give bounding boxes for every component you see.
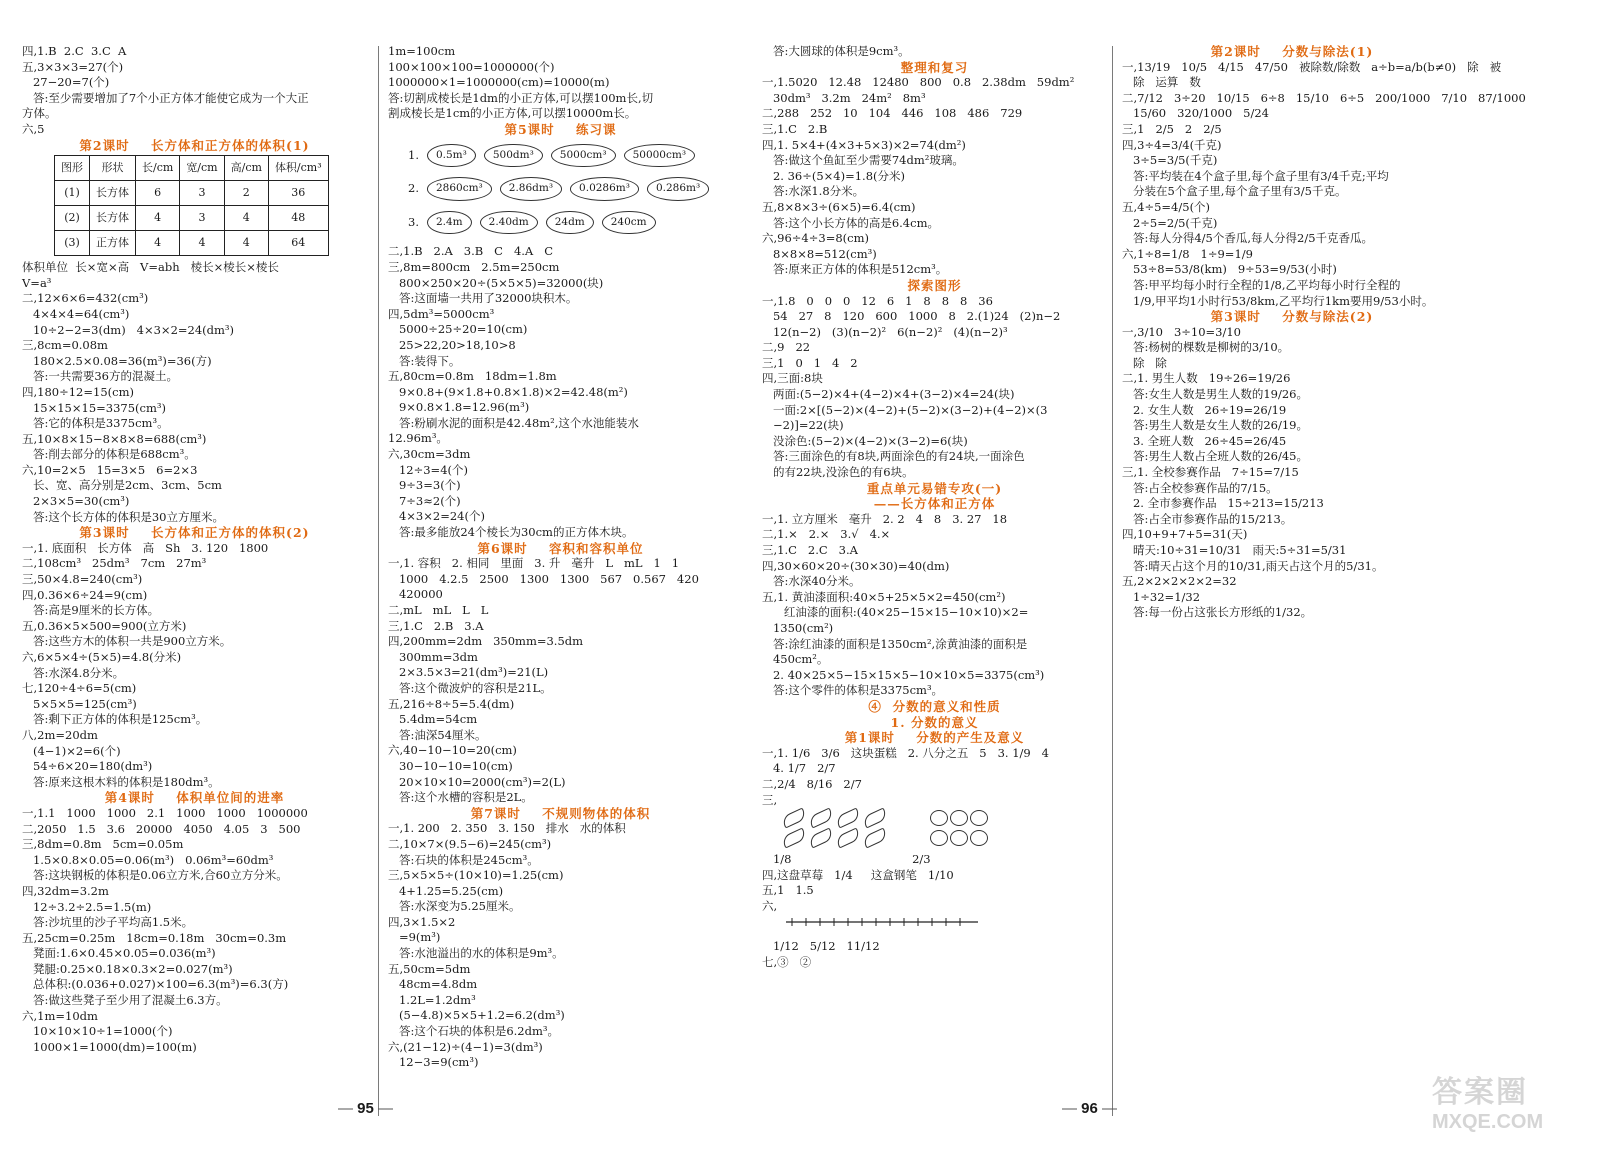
answer-line: 答:这个小长方体的高是6.4cm。 bbox=[762, 215, 939, 230]
answer-line: 12÷3=4(个) bbox=[388, 462, 468, 477]
answer-line: 二,2050 1.5 3.6 20000 4050 4.05 3 500 bbox=[22, 821, 301, 836]
answer-line: 二,2/4 8/16 2/7 bbox=[762, 776, 862, 791]
answer-line: 五,216÷8÷5=5.4(dm) bbox=[388, 696, 515, 711]
column-4 bbox=[1122, 44, 1526, 621]
answer-line: 答:原来正方体的体积是512cm³。 bbox=[762, 262, 948, 277]
oval-option: 2.86dm³ bbox=[500, 177, 562, 201]
answer-line: 54 27 8 120 600 1000 8 2.(1)24 (2)n−2 bbox=[762, 309, 1061, 324]
answer-line: 答:占全校参赛作品的7/15。 bbox=[1122, 480, 1278, 495]
answer-line: 答:杨树的棵数是柳树的3/10。 bbox=[1122, 340, 1290, 355]
answer-line: 除 运算 数 bbox=[1122, 75, 1201, 90]
answer-line: 10÷2−2=3(dm) 4×3×2=24(dm³) bbox=[22, 322, 235, 337]
oval-row bbox=[408, 211, 733, 235]
answer-line: 答:甲平均每小时行全程的1/8,乙平均每小时行全程的 bbox=[1122, 277, 1401, 292]
answer-line: 1000 4.2.5 2500 1300 1300 567 0.567 420 bbox=[388, 571, 699, 586]
answer-line: 答:沙坑里的沙子平均高1.5米。 bbox=[22, 915, 194, 930]
table-row bbox=[55, 231, 329, 256]
answer-line: 二,10×7×(9.5−6)=245(cm³) bbox=[388, 836, 552, 851]
answer-line: 2×3×5=30(cm³) bbox=[22, 494, 130, 509]
answer-line: 六,10=2×5 15=3×5 6=2×3 bbox=[22, 462, 198, 477]
apple-icon bbox=[950, 830, 968, 846]
volume-table bbox=[54, 155, 329, 256]
carrot-icon bbox=[781, 828, 808, 849]
answer-line: 答:做这个鱼缸至少需要74dm²玻璃。 bbox=[762, 153, 964, 168]
oval-option: 500dm³ bbox=[484, 144, 543, 168]
answer-line: 四,5dm³=5000cm³ bbox=[388, 306, 495, 321]
answer-line: 一,1. 立方厘米 毫升 2. 2 4 8 3. 27 18 bbox=[762, 511, 1008, 526]
answer-line: 800×250×20÷(5×5×5)=32000(块) bbox=[388, 275, 604, 290]
oval-option: 2860cm³ bbox=[427, 177, 492, 201]
carrot-icon bbox=[835, 828, 862, 849]
section-heading: 整理和复习 bbox=[900, 59, 969, 75]
table-cell: 长方体 bbox=[90, 206, 136, 231]
answer-line: 的有22块,没涂色的有6块。 bbox=[762, 465, 914, 480]
answer-line: 450cm²。 bbox=[762, 652, 829, 667]
answer-line: 答:最多能放24个棱长为30cm的正方体木块。 bbox=[388, 525, 634, 540]
answer-line: 9×0.8×1.8=12.96(m³) bbox=[388, 400, 530, 415]
answer-line: 答:男生人数占全班人数的26/45。 bbox=[1122, 449, 1308, 464]
answer-line: 答:女生人数是男生人数的19/26。 bbox=[1122, 387, 1308, 402]
answer-line: 三,8m=800cm 2.5m=250cm bbox=[388, 259, 560, 274]
section-heading: ——长方体和正方体 bbox=[873, 496, 996, 512]
answer-line: 2. 女生人数 26÷19=26/19 bbox=[1122, 402, 1287, 417]
oval-option: 24dm bbox=[546, 211, 594, 235]
answer-line: 六,5 bbox=[22, 121, 45, 136]
table-cell: 4 bbox=[136, 231, 180, 256]
answer-line: 六,1÷8=1/8 1÷9=1/9 bbox=[1122, 246, 1253, 261]
answer-line: 答:原来这根木料的体积是180dm³。 bbox=[22, 774, 220, 789]
answer-line: 六,30cm=3dm bbox=[388, 447, 471, 462]
answer-line: 答:这面墙一共用了32000块积木。 bbox=[388, 291, 578, 306]
answer-line: 180×2.5×0.08=36(m³)=36(方) bbox=[22, 353, 212, 368]
answer-line: 五,0.36×5×500=900(立方米) bbox=[22, 618, 187, 633]
answer-line: 四,32dm=3.2m bbox=[22, 883, 109, 898]
answer-line: 五,10×8×15−8×8×8=688(cm³) bbox=[22, 431, 207, 446]
answer-line: 答:切割成棱长是1dm的小正方体,可以摆100m长,切 bbox=[388, 90, 654, 105]
apple-icon bbox=[970, 830, 988, 846]
answer-line: 一,1.1 1000 1000 2.1 1000 1000 1000000 bbox=[22, 805, 308, 820]
answer-line: 100×100×100=1000000(个) bbox=[388, 59, 555, 74]
answer-line: 一,1. 底面积 长方体 高 Sh 3. 120 1800 bbox=[22, 540, 269, 555]
answer-line: 答:男生人数是女生人数的26/19。 bbox=[1122, 418, 1308, 433]
answer-line: 凳腿:0.25×0.18×0.3×2=0.027(m³) bbox=[22, 961, 233, 976]
answer-line: 答:至少需要增加了7个小正方体才能使它成为一个大正 bbox=[22, 90, 309, 105]
answer-line: =9(m³) bbox=[388, 930, 441, 945]
answer-line: 答:每人分得4/5个香瓜,每人分得2/5千克香瓜。 bbox=[1122, 231, 1374, 246]
section-heading: 第1课时 分数的产生及意义 bbox=[844, 730, 1025, 746]
oval-option: 0.0286m³ bbox=[570, 177, 639, 201]
answer-line: 1÷32=1/32 bbox=[1122, 589, 1201, 604]
answer-line: 除 除 bbox=[1122, 355, 1167, 370]
answer-line: 八,2m=20dm bbox=[22, 727, 98, 742]
answer-line: 三,1 2/5 2 2/5 bbox=[1122, 121, 1222, 136]
answer-line: 答:每一份占这张长方形纸的1/32。 bbox=[1122, 605, 1313, 620]
section-heading: 第3课时 长方体和正方体的体积(2) bbox=[79, 525, 310, 541]
answer-line: 7÷3≈2(个) bbox=[388, 493, 461, 508]
answer-line: 9×0.8+(9×1.8+0.8×1.8)×2=42.48(m²) bbox=[388, 384, 628, 399]
answer-line: 12÷3.2÷2.5=1.5(m) bbox=[22, 899, 152, 914]
answer-line: 五,4÷5=4/5(个) bbox=[1122, 199, 1211, 214]
answer-line: 4×4×4=64(cm³) bbox=[22, 306, 130, 321]
answer-line: 答:水深4.8分米。 bbox=[22, 665, 125, 680]
answer-line: 四,1.B 2.C 3.C A bbox=[22, 44, 127, 58]
apple-icon bbox=[930, 830, 948, 846]
oval-row-number: 3. bbox=[408, 214, 419, 229]
answer-line: 答:削去部分的体积是688cm³。 bbox=[22, 447, 196, 462]
answer-line: 四,这盘草莓 1/4 这盒钢笔 1/10 bbox=[762, 867, 954, 882]
apple-icon bbox=[930, 810, 948, 826]
answer-line: 一,1. 200 2. 350 3. 150 排水 水的体积 bbox=[388, 821, 626, 836]
answer-line: 四,0.36×6÷24=9(cm) bbox=[22, 587, 148, 602]
answer-line: 三,1. 全校参赛作品 7÷15=7/15 bbox=[1122, 465, 1299, 480]
answer-line: 答:水池溢出的水的体积是9m³。 bbox=[388, 946, 564, 961]
answer-line: 七,120÷4÷6=5(cm) bbox=[22, 681, 137, 696]
answer-line: 1350(cm²) bbox=[762, 620, 834, 635]
answer-line: 答:一共需要36方的混凝土。 bbox=[22, 369, 178, 384]
answer-line: 答:油深54厘米。 bbox=[388, 727, 487, 742]
carrot-icon bbox=[862, 808, 889, 829]
section-heading: 第3课时 分数与除法(2) bbox=[1210, 309, 1374, 325]
answer-line: 总体积:(0.036+0.027)×100=6.3(m³)=6.3(方) bbox=[22, 977, 289, 992]
answer-line: 三,1.C 2.C 3.A bbox=[762, 543, 858, 557]
table-header-cell: 长/cm bbox=[136, 156, 180, 181]
answer-line: 一面:2×[(5−2)×(4−2)+(5−2)×(3−2)+(4−2)×(3 bbox=[762, 402, 1048, 417]
oval-option: 2.40dm bbox=[480, 211, 538, 235]
column-3 bbox=[762, 44, 1107, 970]
answer-line: 六,6×5×4÷(5×5)=4.8(分米) bbox=[22, 650, 182, 664]
answer-line: 答:水深变为5.25厘米。 bbox=[388, 899, 521, 914]
answer-line: 48cm=4.8dm bbox=[388, 977, 478, 992]
answer-line: 六,40−10−10=20(cm) bbox=[388, 743, 517, 758]
answer-line: 方体。 bbox=[22, 106, 57, 121]
watermark-logo: 答案圈 MXQE.COM bbox=[1432, 1076, 1544, 1133]
section-heading: 1. 分数的意义 bbox=[890, 714, 979, 730]
answer-line: 七,③ ② bbox=[762, 954, 812, 969]
table-cell: 2 bbox=[224, 181, 268, 206]
answer-line: 答:三面涂色的有8块,两面涂色的有24块,一面涂色 bbox=[762, 449, 1025, 464]
table-cell: (3) bbox=[55, 231, 90, 256]
answer-line: 没涂色:(5−2)×(4−2)×(3−2)=6(块) bbox=[762, 433, 968, 448]
answer-line: 六,(21−12)÷(4−1)=3(dm³) bbox=[388, 1039, 543, 1054]
answer-line: −2)]=22(块) bbox=[762, 418, 844, 433]
answer-line: 答:水深1.8分米。 bbox=[762, 184, 865, 199]
answer-line: 25>22,20>18,10>8 bbox=[388, 337, 516, 352]
answer-line: 凳面:1.6×0.45×0.05=0.036(m³) bbox=[22, 946, 216, 961]
answer-line: 四,200mm=2dm 350mm=3.5dm bbox=[388, 634, 584, 649]
table-cell: 64 bbox=[268, 231, 328, 256]
answer-line: 四,10+9+7+5=31(天) bbox=[1122, 527, 1248, 542]
answer-line: 三,8cm=0.08m bbox=[22, 338, 108, 353]
section-heading: 第4课时 体积单位间的进率 bbox=[104, 790, 285, 806]
answer-line: 二,288 252 10 104 446 108 486 729 bbox=[762, 106, 1023, 121]
answer-line: 一,1. 1/6 3/6 这块蛋糕 2. 八分之五 5 3. 1/9 4 bbox=[762, 745, 1049, 760]
answer-line: 四,1. 5×4+(4×3+5×3)×2=74(dm²) bbox=[762, 137, 966, 152]
answer-line: 六,1m=10dm bbox=[22, 1008, 98, 1023]
table-row bbox=[55, 181, 329, 206]
answer-line: 一,1. 容积 2. 相同 里面 3. 升 毫升 L mL 1 1 bbox=[388, 556, 680, 571]
answer-line: 54÷6×20=180(dm³) bbox=[22, 759, 153, 774]
answer-line: 三,1.C 2.B 3.A bbox=[388, 618, 484, 633]
answer-line: 答:这个零件的体积是3375cm³。 bbox=[762, 683, 944, 698]
answer-line: 二,1. 男生人数 19÷26=19/26 bbox=[1122, 371, 1291, 386]
answer-line: 8×8×8=512(cm³) bbox=[762, 246, 877, 261]
column-2 bbox=[388, 44, 733, 1071]
oval-option: 240cm bbox=[602, 211, 656, 235]
table-cell: 36 bbox=[268, 181, 328, 206]
answer-line: 2. 全市参赛作品 15÷213=15/213 bbox=[1122, 496, 1324, 511]
answer-line: 答:这块钢板的体积是0.06立方米,合60立方分米。 bbox=[22, 868, 288, 883]
answer-line: 1m=100cm bbox=[388, 44, 456, 58]
answer-line: 答:粉刷水泥的面积是42.48m²,这个水池能装水 bbox=[388, 415, 639, 430]
table-header-cell: 宽/cm bbox=[180, 156, 224, 181]
answer-line: 15×15×15=3375(cm³) bbox=[22, 400, 166, 415]
answer-line: 答:大圆球的体积是9cm³。 bbox=[762, 44, 910, 58]
answer-line: 12−3=9(cm³) bbox=[388, 1055, 479, 1070]
answer-line: 五,1. 黄油漆面积:40×5+25×5×2=450(cm²) bbox=[762, 589, 1006, 604]
answer-line: 420000 bbox=[388, 587, 443, 602]
answer-line: 答:装得下。 bbox=[388, 353, 461, 368]
answer-line: 53÷8=53/8(km) 9÷53=9/53(小时) bbox=[1122, 262, 1337, 277]
answer-line: 3. 全班人数 26÷45=26/45 bbox=[1122, 433, 1287, 448]
answer-line: 一,1.5020 12.48 12480 800 0.8 2.38dm 59dm² bbox=[762, 75, 1075, 90]
answer-line: 一,13/19 10/5 4/15 47/50 被除数/除数 a÷b=a/b(b≠0) 除 被 bbox=[1122, 59, 1502, 74]
fruit-illustration bbox=[782, 810, 1107, 850]
answer-line: 答:石块的体积是245cm³。 bbox=[388, 852, 539, 867]
answer-line: 二,108cm³ 25dm³ 7cm 27m³ bbox=[22, 556, 207, 571]
oval-row-number: 2. bbox=[408, 181, 419, 196]
answer-line: (5−4.8)×5×5+1.2=6.2(dm³) bbox=[388, 1008, 565, 1023]
answer-line: 六,96÷4÷3=8(cm) bbox=[762, 231, 869, 246]
table-cell: 6 bbox=[136, 181, 180, 206]
answer-line: 四,3×1.5×2 bbox=[388, 914, 456, 929]
section-heading: 第6课时 容积和容积单位 bbox=[477, 540, 644, 556]
answer-line: 1000000×1=1000000(cm)=10000(m) bbox=[388, 75, 610, 90]
answer-line: 答:占全市参赛作品的15/213。 bbox=[1122, 511, 1293, 526]
answer-line: 答:剩下正方体的体积是125cm³。 bbox=[22, 712, 208, 727]
table-cell: 长方体 bbox=[90, 181, 136, 206]
section-heading: 第2课时 分数与除法(1) bbox=[1210, 44, 1374, 59]
answer-line: 四,三面:8块 bbox=[762, 371, 823, 386]
answer-line: 二,1.× 2.× 3.√ 4.× bbox=[762, 527, 891, 542]
answer-line: 四,3÷4=3/4(千克) bbox=[1122, 137, 1222, 152]
answer-line: 2÷5=2/5(千克) bbox=[1122, 215, 1218, 230]
number-line bbox=[782, 914, 982, 934]
table-cell: 3 bbox=[180, 206, 224, 231]
answer-line: 割成棱长是1cm的小正方体,可以摆10000m长。 bbox=[388, 106, 637, 121]
section-heading: 第2课时 长方体和正方体的体积(1) bbox=[79, 137, 310, 153]
table-cell: 4 bbox=[224, 231, 268, 256]
section-heading: 第7课时 不规则物体的体积 bbox=[470, 805, 651, 821]
answer-line: 3÷5=3/5(千克) bbox=[1122, 153, 1218, 168]
answer-line: 五,8×8×3÷(6×5)=6.4(cm) bbox=[762, 199, 916, 214]
answer-line: 答:涂红油漆的面积是1350cm²,涂黄油漆的面积是 bbox=[762, 636, 1028, 651]
answer-line: 12.96m³。 bbox=[388, 431, 448, 446]
oval-row bbox=[408, 177, 733, 201]
answer-line: 1/8 2/3 bbox=[762, 852, 931, 867]
table-cell: (2) bbox=[55, 206, 90, 231]
answer-line: 答:水深40分米。 bbox=[762, 574, 861, 589]
table-cell: 4 bbox=[136, 206, 180, 231]
answer-line: 答:这个石块的体积是6.2dm³。 bbox=[388, 1024, 560, 1039]
answer-line: V=a³ bbox=[22, 275, 52, 290]
section-heading: ④ 分数的意义和性质 bbox=[868, 698, 1001, 714]
answer-line: 答:这个微波炉的容积是21L。 bbox=[388, 680, 552, 695]
answer-line: 五,50cm=5dm bbox=[388, 961, 471, 976]
table-cell: 3 bbox=[180, 181, 224, 206]
section-heading: 探索图形 bbox=[907, 277, 962, 293]
oval-option: 50000cm³ bbox=[624, 144, 695, 168]
carrot-icon bbox=[835, 808, 862, 829]
answer-line: 答:晴天占这个月的10/31,雨天占这个月的5/31。 bbox=[1122, 558, 1384, 573]
answer-line: 10×10×10÷1=1000(个) bbox=[22, 1024, 173, 1039]
answer-line: 30−10−10=10(cm) bbox=[388, 758, 513, 773]
oval-row bbox=[408, 144, 733, 168]
answer-line: 红油漆的面积:(40×25−15×15−10×10)×2= bbox=[762, 605, 1029, 620]
answer-line: 答:高是9厘米的长方体。 bbox=[22, 603, 160, 618]
answer-line: 五,2×2×2×2×2=32 bbox=[1122, 574, 1237, 589]
answer-line: 二,1.B 2.A 3.B C 4.A C bbox=[388, 244, 553, 259]
table-cell: 正方体 bbox=[90, 231, 136, 256]
oval-option: 5000cm³ bbox=[551, 144, 616, 168]
table-cell: 4 bbox=[180, 231, 224, 256]
answer-line: 5.4dm=54cm bbox=[388, 712, 478, 727]
answer-line: 二,12×6×6=432(cm³) bbox=[22, 291, 149, 306]
answer-line: 答:做这些凳子至少用了混凝土6.3方。 bbox=[22, 993, 228, 1008]
answer-line: 答:它的体积是3375cm³。 bbox=[22, 416, 169, 431]
table-cell: (1) bbox=[55, 181, 90, 206]
answer-line: 二,9 22 bbox=[762, 340, 811, 355]
answer-line: 晴天:10÷31=10/31 雨天:5÷31=5/31 bbox=[1122, 543, 1347, 557]
table-header-cell: 形状 bbox=[90, 156, 136, 181]
answer-line: 五,25cm=0.25m 18cm=0.18m 30cm=0.3m bbox=[22, 930, 287, 945]
answer-line: 5000÷25÷20=10(cm) bbox=[388, 322, 528, 337]
oval-option: 2.4m bbox=[427, 211, 472, 235]
oval-option: 0.286m³ bbox=[647, 177, 709, 201]
table-cell: 4 bbox=[224, 206, 268, 231]
column-divider-2 bbox=[1112, 46, 1113, 1116]
answer-line: 五,3×3×3=27(个) bbox=[22, 59, 124, 74]
section-heading: 第5课时 练习课 bbox=[504, 121, 617, 137]
oval-row-number: 1. bbox=[408, 147, 419, 162]
carrot-icon bbox=[862, 828, 889, 849]
answer-line: 答:这些方木的体积一共是900立方米。 bbox=[22, 634, 232, 649]
answer-line: 4+1.25=5.25(cm) bbox=[388, 883, 504, 898]
answer-line: 2. 36÷(5×4)=1.8(分米) bbox=[762, 168, 906, 183]
answer-line: 一,3/10 3÷10=3/10 bbox=[1122, 324, 1241, 339]
answer-line: 长、宽、高分别是2cm、3cm、5cm bbox=[22, 478, 222, 493]
answer-line: 二,mL mL L L bbox=[388, 603, 489, 617]
section-heading: 重点单元易错专攻(一) bbox=[866, 480, 1003, 496]
answer-line: 2. 40×25×5−15×15×5−10×10×5=3375(cm³) bbox=[762, 667, 1045, 682]
carrot-icon bbox=[808, 808, 835, 829]
answer-line: 三,50×4.8=240(cm³) bbox=[22, 572, 143, 587]
table-header-cell: 体积/cm³ bbox=[268, 156, 328, 181]
answer-line: 20×10×10=2000(cm³)=2(L) bbox=[388, 774, 566, 789]
answer-line: 1.2L=1.2dm³ bbox=[388, 992, 476, 1007]
table-header-cell: 高/cm bbox=[224, 156, 268, 181]
answer-line: 三,1 0 1 4 2 bbox=[762, 355, 858, 370]
answer-line: 答:这个水槽的容积是2L。 bbox=[388, 790, 533, 805]
answer-line: 9÷3=3(个) bbox=[388, 478, 461, 493]
answer-line: 300mm=3dm bbox=[388, 649, 478, 664]
answer-line: 体积单位 长×宽×高 V=abh 棱长×棱长×棱长 bbox=[22, 260, 279, 275]
table-row bbox=[55, 206, 329, 231]
answer-line: 三,1.C 2.B bbox=[762, 121, 828, 136]
table-cell: 48 bbox=[268, 206, 328, 231]
column-1 bbox=[22, 44, 367, 1055]
page-number-left: — 95 — bbox=[338, 1100, 394, 1117]
answer-line: 五,1 1.5 bbox=[762, 883, 814, 898]
page-number-right: — 96 — bbox=[1062, 1100, 1118, 1117]
apple-icon bbox=[970, 810, 988, 826]
answer-line: 15/60 320/1000 5/24 bbox=[1122, 106, 1269, 121]
answer-line: 4. 1/7 2/7 bbox=[762, 761, 836, 776]
table-header-cell: 图形 bbox=[55, 156, 90, 181]
column-divider-1 bbox=[378, 46, 379, 1116]
answer-line: 四,30×60×20÷(30×30)=40(dm) bbox=[762, 558, 950, 573]
answer-line: 2×3.5×3=21(dm³)=21(L) bbox=[388, 665, 549, 680]
answer-line: 12(n−2) (3)(n−2)² 6(n−2)² (4)(n−2)³ bbox=[762, 324, 1008, 339]
carrot-icon bbox=[781, 808, 808, 829]
answer-line: 四,180÷12=15(cm) bbox=[22, 384, 134, 399]
answer-line: 1000×1=1000(dm)=100(m) bbox=[22, 1039, 197, 1054]
answer-line: 分装在5个盒子里,每个盒子里有3/5千克。 bbox=[1122, 184, 1347, 199]
answer-line: 27−20=7(个) bbox=[22, 75, 110, 90]
answer-line: 1/12 5/12 11/12 bbox=[762, 939, 880, 954]
answer-line: 一,1.8 0 0 0 12 6 1 8 8 8 36 bbox=[762, 293, 993, 308]
answer-line: (4−1)×2=6(个) bbox=[22, 743, 121, 758]
answer-line: 答:平均装在4个盒子里,每个盒子里有3/4千克;平均 bbox=[1122, 168, 1389, 183]
answer-line: 两面:(5−2)×4+(4−2)×4+(3−2)×4=24(块) bbox=[762, 387, 1015, 402]
answer-line: 1/9,甲平均1小时行53/8km,乙平均行1km要用9/53小时。 bbox=[1122, 293, 1434, 308]
answer-line: 5×5×5=125(cm³) bbox=[22, 696, 137, 711]
answer-line: 六, bbox=[762, 898, 778, 913]
answer-line: 答:这个长方体的体积是30立方厘米。 bbox=[22, 509, 224, 524]
answer-line: 4×3×2=24(个) bbox=[388, 509, 485, 524]
answer-line: 五,80cm=0.8m 18dm=1.8m bbox=[388, 369, 557, 384]
answer-line: 三,8dm=0.8m 5cm=0.05m bbox=[22, 837, 184, 852]
apple-icon bbox=[950, 810, 968, 826]
oval-option: 0.5m³ bbox=[427, 144, 476, 168]
answer-line: 30dm³ 3.2m 24m² 8m³ bbox=[762, 90, 926, 105]
answer-line: 三, bbox=[762, 792, 778, 807]
answer-line: 二,7/12 3÷20 10/15 6÷8 15/10 6÷5 200/1000 7/10 87/1000 bbox=[1122, 90, 1526, 105]
answer-line: 1.5×0.8×0.05=0.06(m³) 0.06m³=60dm³ bbox=[22, 852, 274, 867]
carrot-icon bbox=[808, 828, 835, 849]
answer-line: 三,5×5×5÷(10×10)=1.25(cm) bbox=[388, 868, 564, 883]
